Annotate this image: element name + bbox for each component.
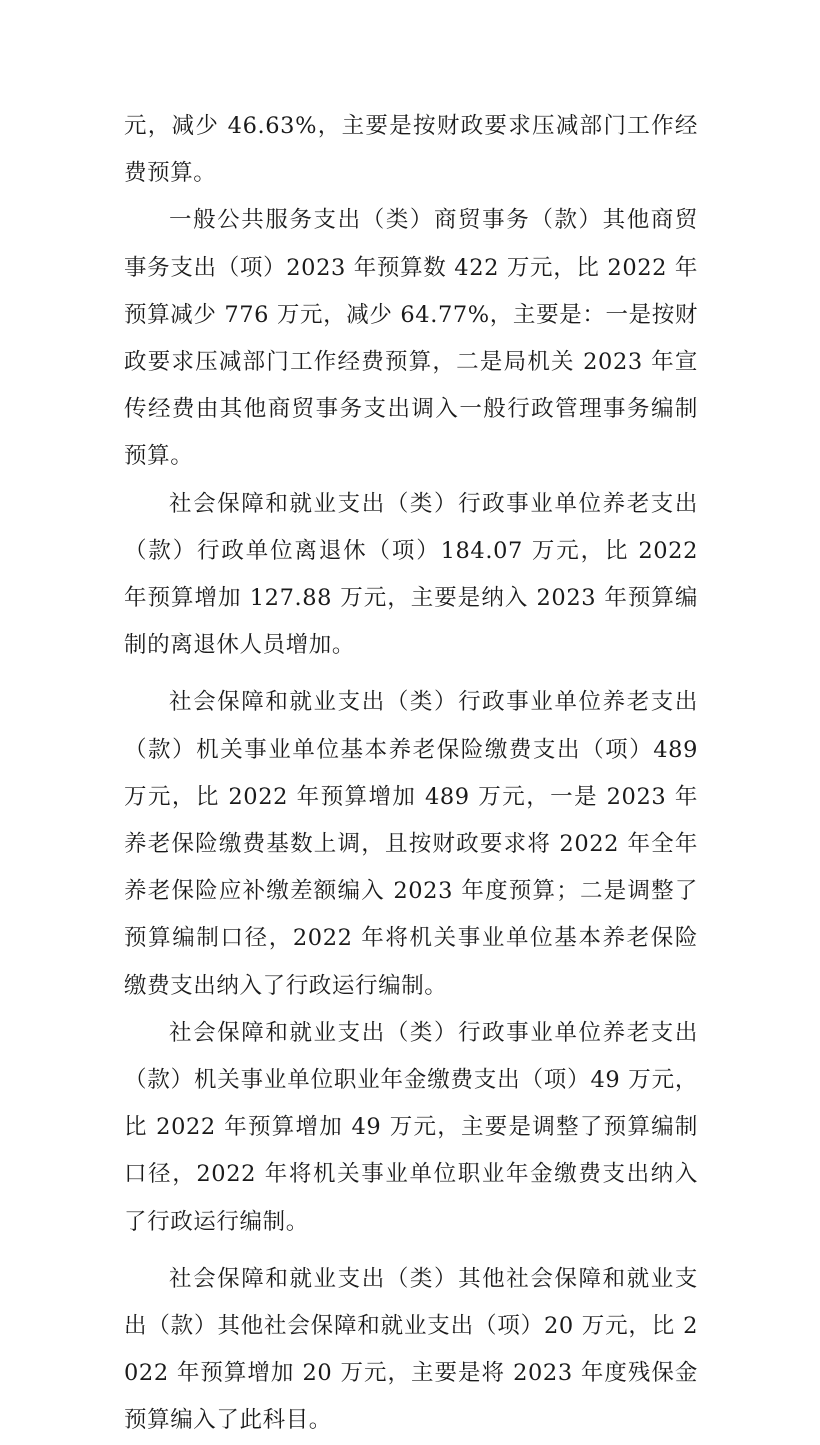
paragraph-continuation: 元，减少 46.63%，主要是按财政要求压减部门工作经费预算。 — [124, 113, 698, 187]
paragraph-retiree-expenditure: 社会保障和就业支出（类）行政事业单位养老支出（款）行政单位离退休（项）184.07 万元，比 2022 年预算增加 127.88 万元，主要是纳入 2023 年预算编制的离退休人员增加。 — [124, 490, 698, 659]
body-text — [124, 103, 698, 1445]
paragraph-pension-insurance: 社会保障和就业支出（类）行政事业单位养老支出（款）机关事业单位基本养老保险缴费支出（项）489 万元，比 2022 年预算增加 489 万元，一是 2023 年养老保险缴费基数上调，且按财政要求将 2022 年全年养老保险应补缴差额编入 2023 年度预算；二是调整了预算编制口径，2022 年将机关事业单位基本养老保险缴费支出纳入了行政运行编制。 — [124, 689, 699, 999]
paragraph-occupational-annuity: 社会保障和就业支出（类）行政事业单位养老支出（款）机关事业单位职业年金缴费支出（项）49 万元，比 2022 年预算增加 49 万元，主要是调整了预算编制口径，2022 年将机关事业单位职业年金缴费支出纳入了行政运行编制。 — [124, 1019, 698, 1235]
paragraph-commerce-expenditure: 一般公共服务支出（类）商贸事务（款）其他商贸事务支出（项）2023 年预算数 422 万元，比 2022 年预算减少 776 万元，减少 64.77%，主要是：一是按财政要求压减部门工作经费预算，二是局机关 2023 年宣传经费由其他商贸事务支出调入一般行政管理事务编制预算。 — [124, 207, 699, 470]
paragraph-other-social-security: 社会保障和就业支出（类）其他社会保障和就业支出（款）其他社会保障和就业支出（项）20 万元，比 2022 年预算增加 20 万元，主要是将 2023 年度残保金预算编入了此科目。 — [124, 1265, 698, 1434]
